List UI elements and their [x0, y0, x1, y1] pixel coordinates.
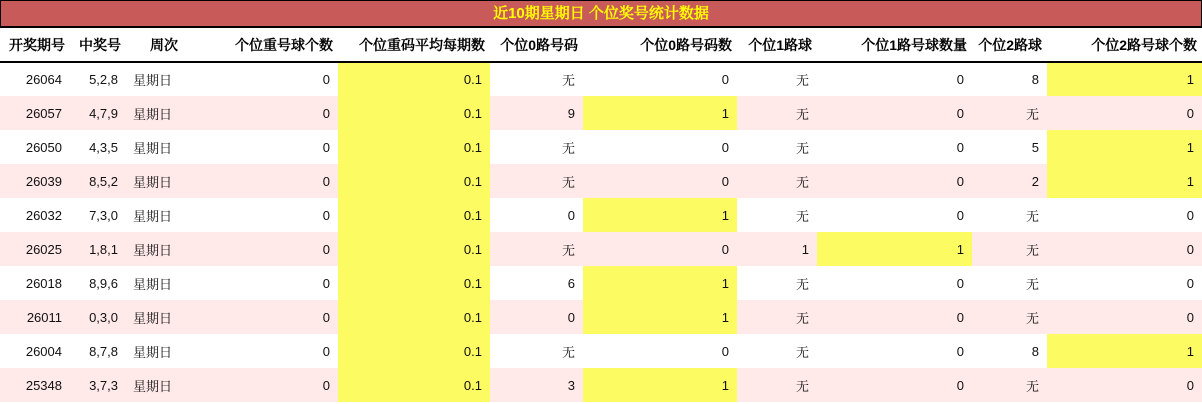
cell: 0.1: [338, 368, 490, 402]
cell: 0: [721, 139, 729, 155]
table-row: [0, 130, 1202, 164]
cell: 8: [1031, 72, 1039, 87]
cell: 无: [795, 344, 809, 360]
cell: 0: [322, 309, 330, 325]
cell: 26004: [25, 343, 62, 359]
cell: 星期日: [133, 276, 173, 292]
cell: 0: [956, 343, 964, 359]
cell: 无: [795, 106, 809, 122]
cell: 26025: [25, 241, 62, 257]
cell: 无: [795, 276, 809, 292]
cell: 星期日: [133, 106, 173, 122]
cell: 0: [567, 207, 575, 223]
cell: 无: [561, 174, 575, 190]
cell: 无: [1025, 276, 1039, 292]
cell: 4,3,5: [89, 139, 118, 155]
cell: 26064: [25, 72, 62, 87]
cell: 0: [1186, 377, 1194, 393]
column-header-7: 个位0路号码数: [583, 28, 737, 62]
cell: 0: [956, 105, 964, 121]
cell: 8,5,2: [89, 173, 118, 189]
cell: 星期日: [133, 140, 173, 156]
cell: 无: [795, 208, 809, 224]
cell: 0: [1186, 275, 1194, 291]
cell: 0: [956, 309, 964, 325]
table-body: [0, 62, 1202, 402]
table-row: [0, 266, 1202, 300]
cell: 无: [795, 140, 809, 156]
table-row: [0, 232, 1202, 266]
cell: 1: [583, 368, 737, 402]
cell: 0: [322, 105, 330, 121]
cell: 26039: [25, 173, 62, 189]
cell: 1: [817, 232, 972, 266]
cell: 无: [561, 344, 575, 360]
cell: 26018: [25, 275, 62, 291]
cell: 0: [1186, 309, 1194, 325]
column-header-6: 个位0路号码: [490, 28, 583, 62]
cell: 1,8,1: [89, 241, 118, 257]
cell: 0: [322, 343, 330, 359]
cell: 0.1: [338, 232, 490, 266]
cell: 无: [561, 140, 575, 156]
cell: 星期日: [133, 208, 173, 224]
cell: 1: [1047, 130, 1202, 164]
cell: 0: [1186, 105, 1194, 121]
cell: 1: [1047, 164, 1202, 198]
cell: 0.1: [338, 198, 490, 232]
cell: 3: [567, 377, 575, 393]
cell: 8,7,8: [89, 343, 118, 359]
cell: 0: [322, 207, 330, 223]
cell: 0: [721, 241, 729, 257]
cell: 星期日: [133, 378, 173, 394]
cell: 星期日: [133, 344, 173, 360]
cell: 26050: [25, 139, 62, 155]
cell: 0: [721, 173, 729, 189]
cell: 0: [1186, 241, 1194, 257]
column-header-11: 个位2路号球个数: [1047, 28, 1202, 62]
column-header-1: 开奖期号: [0, 28, 70, 62]
cell: 0.1: [338, 164, 490, 198]
cell: 0.1: [338, 130, 490, 164]
table-row: [0, 96, 1202, 130]
cell: 0: [322, 139, 330, 155]
cell: 1: [1047, 334, 1202, 368]
column-header-3: 周次: [126, 28, 183, 62]
cell: 5: [1031, 139, 1039, 155]
cell: 0: [956, 173, 964, 189]
column-header-2: 中奖号: [70, 28, 126, 62]
cell: 星期日: [133, 310, 173, 326]
cell: 无: [561, 73, 575, 88]
cell: 0: [956, 139, 964, 155]
cell: 无: [1025, 106, 1039, 122]
cell: 无: [1025, 310, 1039, 326]
cell: 0: [956, 72, 964, 87]
header-row: [0, 28, 1202, 62]
column-header-5: 个位重码平均每期数: [338, 28, 490, 62]
cell: 无: [795, 174, 809, 190]
table-row: [0, 62, 1202, 96]
cell: 6: [567, 275, 575, 291]
cell: 26057: [25, 105, 62, 121]
cell: 9: [567, 105, 575, 121]
cell: 0: [956, 377, 964, 393]
stats-table: [0, 28, 1202, 402]
cell: 3,7,3: [89, 377, 118, 393]
cell: 1: [801, 241, 809, 257]
cell: 8: [1031, 343, 1039, 359]
cell: 无: [795, 73, 809, 88]
cell: 1: [583, 198, 737, 232]
table-title: 近10期星期日 个位奖号统计数据: [0, 0, 1202, 28]
cell: 0: [721, 343, 729, 359]
table-row: [0, 368, 1202, 402]
cell: 5,2,8: [89, 72, 118, 87]
column-header-8: 个位1路球: [737, 28, 817, 62]
cell: 无: [561, 242, 575, 258]
column-header-4: 个位重号球个数: [183, 28, 338, 62]
cell: 0: [322, 241, 330, 257]
cell: 星期日: [133, 73, 173, 88]
cell: 8,9,6: [89, 275, 118, 291]
cell: 0.1: [338, 96, 490, 130]
cell: 4,7,9: [89, 105, 118, 121]
table-row: [0, 300, 1202, 334]
cell: 0: [322, 173, 330, 189]
cell: 星期日: [133, 242, 173, 258]
cell: 1: [583, 300, 737, 334]
cell: 0: [956, 207, 964, 223]
cell: 25348: [25, 377, 62, 393]
cell: 1: [583, 96, 737, 130]
cell: 无: [1025, 378, 1039, 394]
cell: 0: [956, 275, 964, 291]
cell: 0: [322, 275, 330, 291]
cell: 0: [567, 309, 575, 325]
cell: 26032: [25, 207, 62, 223]
cell: 7,3,0: [89, 207, 118, 223]
cell: 1: [583, 266, 737, 300]
table-row: [0, 164, 1202, 198]
cell: 0: [322, 377, 330, 393]
cell: 0.1: [338, 334, 490, 368]
cell: 无: [795, 378, 809, 394]
cell: 0.1: [338, 300, 490, 334]
column-header-9: 个位1路号球数量: [817, 28, 972, 62]
column-header-10: 个位2路球: [972, 28, 1047, 62]
cell: 0: [1186, 207, 1194, 223]
cell: 2: [1031, 173, 1039, 189]
cell: 0,3,0: [89, 309, 118, 325]
cell: 无: [1025, 242, 1039, 258]
cell: 0.1: [338, 266, 490, 300]
cell: 0.1: [338, 62, 490, 96]
cell: 26011: [26, 309, 62, 325]
table-row: [0, 334, 1202, 368]
cell: 无: [795, 310, 809, 326]
cell: 1: [1047, 62, 1202, 96]
cell: 0: [721, 72, 729, 87]
table-row: [0, 198, 1202, 232]
cell: 0: [322, 72, 330, 87]
cell: 无: [1025, 208, 1039, 224]
cell: 星期日: [133, 174, 173, 190]
